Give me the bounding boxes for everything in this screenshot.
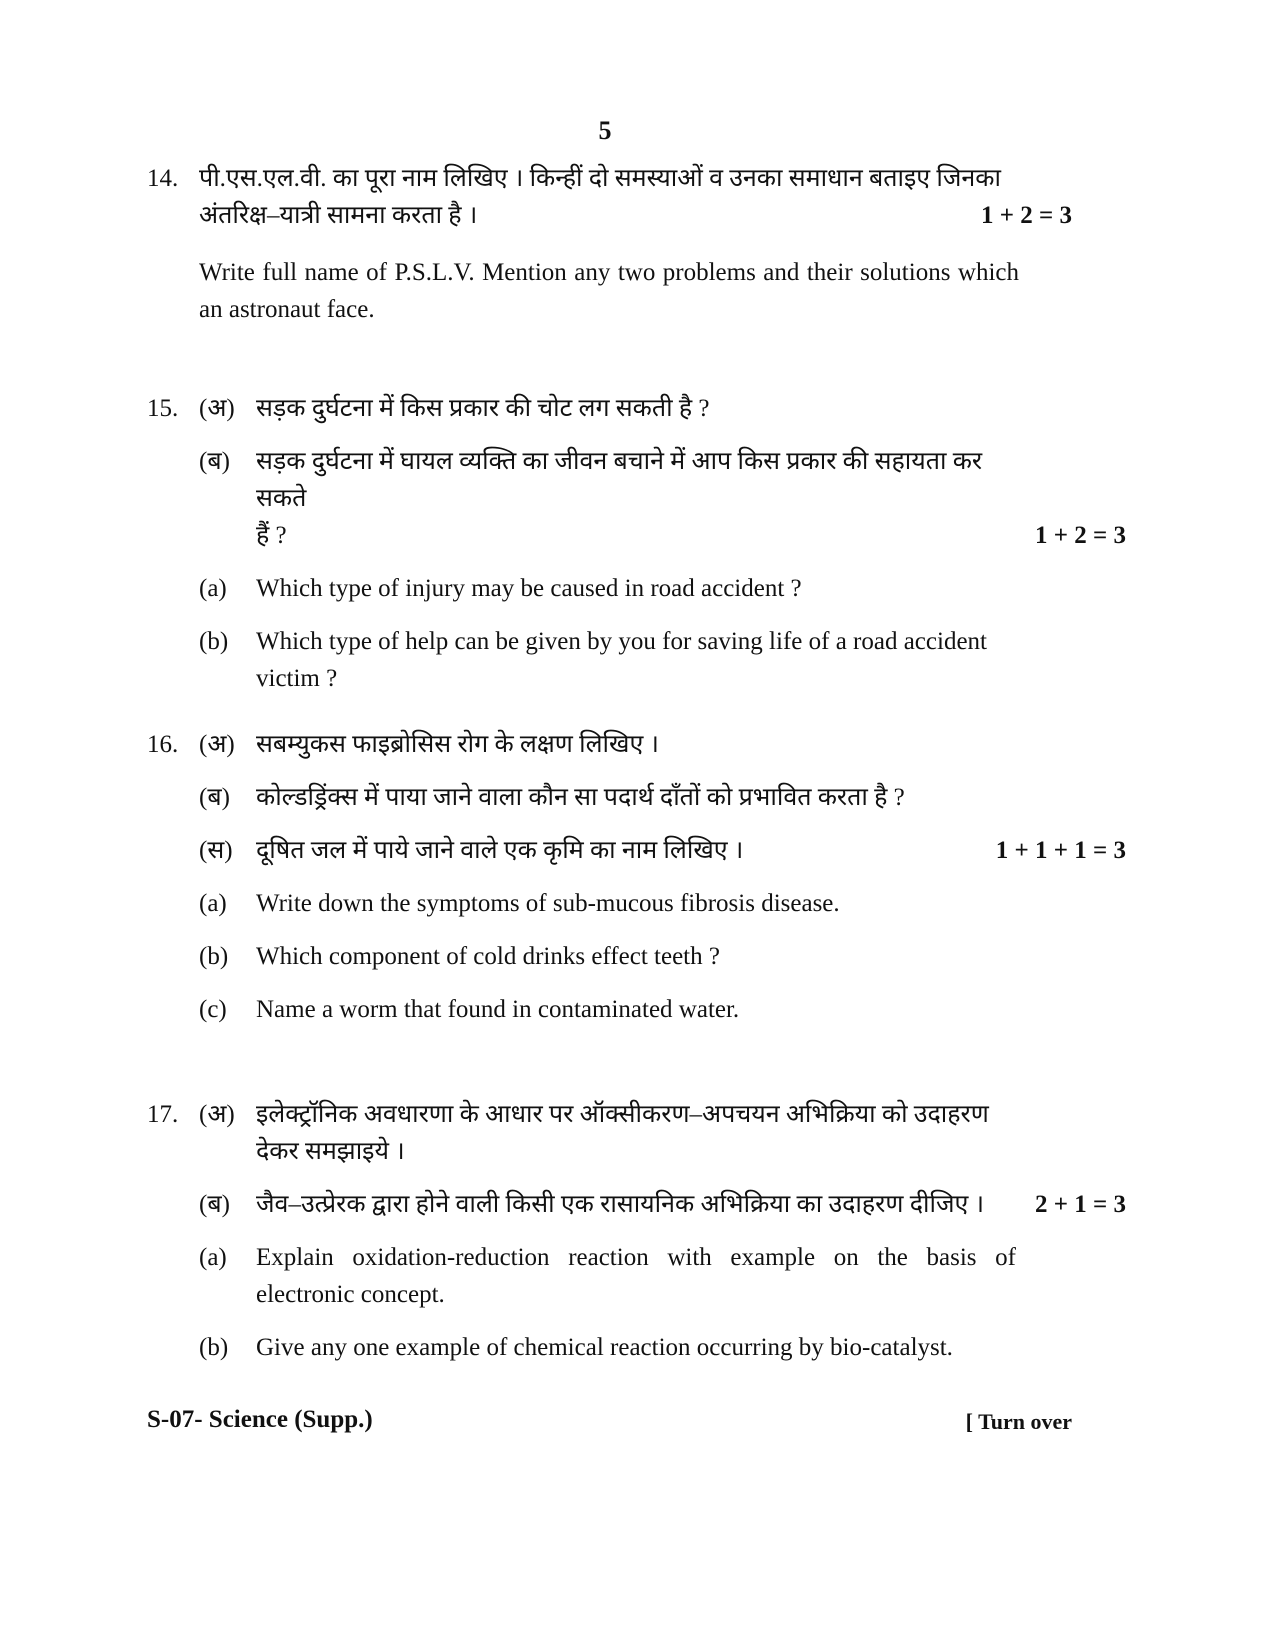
q16-b-english-label: (b) (199, 943, 229, 970)
question-16 (147, 726, 1126, 1028)
q17-a-english-text: Explain oxidation-reduction reaction with example on the basis of electronic concept. (256, 1244, 1016, 1308)
q16-b-hindi (199, 779, 1016, 816)
q14-english: Write full name of P.S.L.V. Mention any two problems and their solutions which an astronaut face. (199, 259, 1019, 323)
q17-a-english-label: (a) (199, 1244, 227, 1271)
q17-a-hindi-label: (अ) (199, 1101, 235, 1128)
q14-hindi-line1: पी.एस.एल.वी. का पूरा नाम लिखिए । किन्हीं दो समस्याओं व उनका समाधान बताइए जिनका (199, 165, 1001, 192)
q17-b-hindi (199, 1186, 1126, 1223)
q16-c-hindi (199, 832, 1126, 869)
question-17 (147, 1096, 1126, 1366)
question-number: 15. (147, 395, 179, 422)
q17-b-hindi-text: जैव–उत्प्रेरक द्वारा होने वाली किसी एक रासायनिक अभिक्रिया का उदाहरण दीजिए । (256, 1191, 985, 1218)
q15-b-hindi-line1: सड़क दुर्घटना में घायल व्यक्ति का जीवन बचाने में आप किस प्रकार की सहायता कर सकते (256, 448, 983, 512)
question-15 (147, 390, 1126, 697)
turn-over: [ Turn over (965, 1409, 1072, 1434)
q16-b-english-text: Which component of cold drinks effect teeth ? (256, 943, 720, 970)
q17-a-english (199, 1239, 1016, 1313)
q15-a-english-label: (a) (199, 575, 227, 602)
q15-b-hindi-line2-text: हैं ? (256, 522, 287, 549)
q15-a-english-text: Which type of injury may be caused in road accident ? (256, 575, 802, 602)
q15-a-hindi (199, 390, 1016, 427)
q15-b-hindi-line2 (256, 517, 1126, 554)
q16-c-hindi-label: (स) (199, 837, 233, 864)
q15-b-hindi (199, 443, 1126, 554)
question-14 (147, 160, 1072, 328)
q16-b-hindi-text: कोल्डड्रिंक्स में पाया जाने वाला कौन सा पदार्थ दाँतों को प्रभावित करता है ? (256, 784, 905, 811)
q15-b-english-text: Which type of help can be given by you for saving life of a road accident victim ? (256, 628, 987, 692)
q14-hindi-line2-text: अंतरिक्ष–यात्री सामना करता है । (199, 202, 478, 229)
q16-a-english-label: (a) (199, 890, 227, 917)
q15-b-english (199, 623, 1016, 697)
q16-c-english (199, 991, 1016, 1028)
q17-b-hindi-label: (ब) (199, 1191, 230, 1218)
q16-marks: 1 + 1 + 1 = 3 (995, 837, 1126, 864)
q17-b-english-text: Give any one example of chemical reaction occurring by bio-catalyst. (256, 1334, 953, 1361)
q17-b-english-label: (b) (199, 1334, 229, 1361)
q16-b-hindi-label: (ब) (199, 784, 230, 811)
q17-a-hindi (199, 1096, 1016, 1170)
q15-a-hindi-label: (अ) (199, 395, 235, 422)
q15-a-english (199, 570, 1016, 607)
q16-c-hindi-text: दूषित जल में पाये जाने वाले एक कृमि का नाम लिखिए । (256, 837, 744, 864)
q14-hindi-line2 (199, 197, 1072, 234)
q17-b-english (199, 1329, 1056, 1366)
q16-c-english-text: Name a worm that found in contaminated water. (256, 996, 740, 1023)
question-number: 17. (147, 1101, 179, 1128)
q17-a-hindi-text: इलेक्ट्रॉनिक अवधारणा के आधार पर ऑक्सीकरण–अपचयन अभिक्रिया को उदाहरण देकर समझाइये । (256, 1101, 989, 1165)
q17-marks: 2 + 1 = 3 (1035, 1191, 1126, 1218)
page-number: 5 (598, 116, 612, 145)
q16-a-hindi (199, 726, 1016, 763)
q15-b-hindi-label: (ब) (199, 448, 230, 475)
q16-a-hindi-text: सबम्युकस फाइब्रोसिस रोग के लक्षण लिखिए । (256, 731, 660, 758)
q15-a-hindi-text: सड़क दुर्घटना में किस प्रकार की चोट लग सकती है ? (256, 395, 710, 422)
q16-a-english-text: Write down the symptoms of sub-mucous fibrosis disease. (256, 890, 840, 917)
q16-b-english (199, 938, 1016, 975)
question-number: 16. (147, 731, 179, 758)
q16-c-english-label: (c) (199, 996, 227, 1023)
q15-marks: 1 + 2 = 3 (1035, 522, 1126, 549)
paper-code: S-07- Science (Supp.) (147, 1406, 373, 1433)
question-number: 14. (147, 165, 179, 192)
q14-marks: 1 + 2 = 3 (981, 202, 1072, 229)
q15-b-english-label: (b) (199, 628, 229, 655)
q16-a-english (199, 885, 1016, 922)
q16-a-hindi-label: (अ) (199, 731, 235, 758)
